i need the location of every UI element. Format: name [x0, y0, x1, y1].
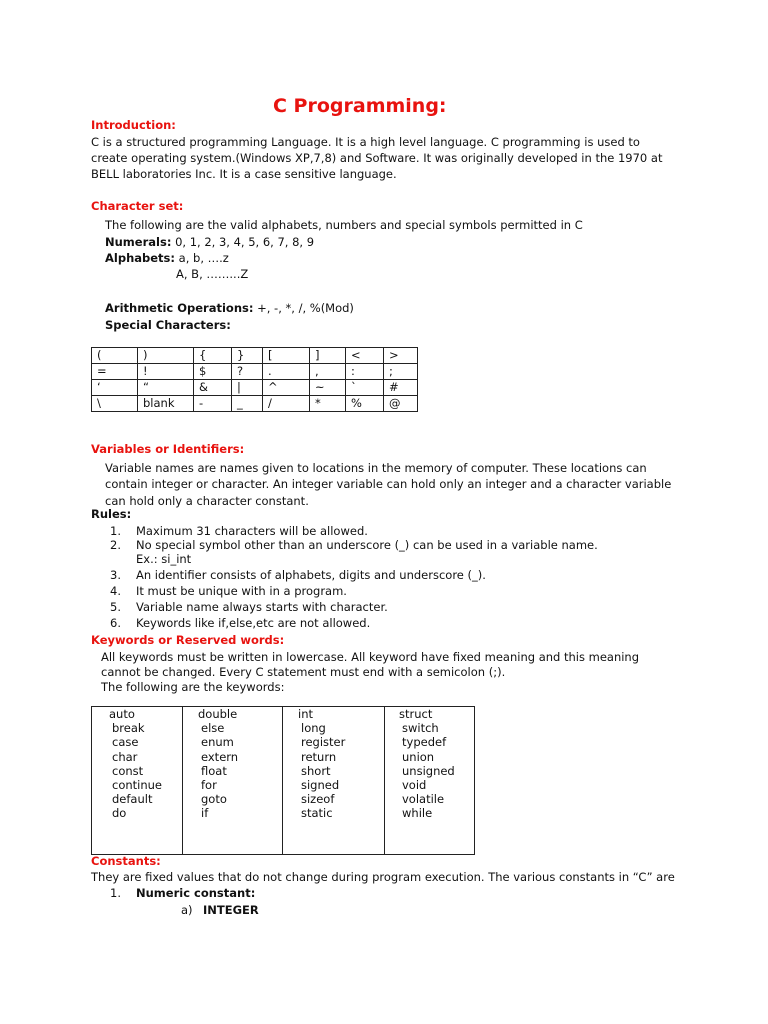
keyword: const — [112, 763, 144, 778]
table-cell: # — [384, 380, 418, 396]
rule-text: It must be unique with in a program. — [136, 584, 347, 598]
table-cell: ; — [384, 364, 418, 380]
keyword: void — [402, 778, 427, 793]
keyword: continue — [112, 778, 163, 793]
table-cell: $ — [194, 364, 232, 380]
keyword: return — [301, 749, 337, 764]
keywords-heading: Keywords or Reserved words: — [91, 633, 285, 647]
rule-text: An identifier consists of alphabets, digits and underscore (_). — [136, 568, 486, 582]
list-item — [110, 615, 598, 631]
rule-number: 1. — [110, 524, 121, 538]
rule-number: 4. — [110, 584, 121, 598]
keyword: union — [402, 749, 435, 764]
alphabets-value: a, b, ….z — [175, 251, 229, 265]
table-cell: ) — [138, 348, 194, 364]
table-cell: } — [232, 348, 263, 364]
integer-label: INTEGER — [203, 903, 259, 917]
arithmetic-label: Arithmetic Operations: — [105, 301, 254, 315]
list-item — [110, 523, 598, 539]
table-cell: / — [263, 396, 310, 412]
table-cell: ` — [346, 380, 384, 396]
table-row — [92, 396, 418, 412]
alphabets-line — [105, 250, 229, 266]
rule-number: 2. — [110, 538, 121, 552]
table-cell: “ — [138, 380, 194, 396]
keyword: goto — [201, 792, 227, 807]
variables-line: can hold only a character constant. — [105, 494, 309, 508]
keyword: while — [402, 806, 433, 821]
character-set-heading: Character set: — [91, 199, 184, 213]
table-cell: ^ — [263, 380, 310, 396]
list-item — [110, 583, 598, 599]
keyword: volatile — [402, 792, 445, 807]
special-characters-table — [91, 347, 418, 412]
numeric-constant-label: Numeric constant: — [136, 886, 256, 900]
keyword: switch — [402, 721, 439, 736]
list-item — [110, 599, 598, 615]
charset-intro-line: The following are the valid alphabets, numbers and special symbols permitted in C — [105, 218, 583, 232]
keyword: if — [201, 806, 209, 821]
column-divider — [384, 707, 385, 854]
keyword: long — [301, 721, 326, 736]
keyword: register — [301, 735, 346, 750]
keyword: struct — [399, 707, 433, 721]
keywords-column — [198, 707, 238, 821]
rule-number: 5. — [110, 600, 121, 614]
item-number: 1. — [110, 886, 121, 900]
table-cell: * — [310, 396, 346, 412]
column-divider — [182, 707, 183, 854]
table-cell: , — [310, 364, 346, 380]
variables-heading: Variables or Identifiers: — [91, 442, 245, 456]
rule-text: No special symbol other than an underscore (_) can be used in a variable name. — [136, 538, 598, 552]
rules-label: Rules: — [91, 507, 132, 521]
list-item — [110, 539, 598, 552]
integer-subitem — [181, 902, 259, 918]
keyword: auto — [109, 707, 135, 721]
rule-number: 6. — [110, 616, 121, 630]
subitem-letter: a) — [181, 903, 193, 917]
keyword: signed — [301, 778, 340, 793]
table-cell: @ — [384, 396, 418, 412]
table-cell: = — [92, 364, 138, 380]
table-row — [92, 348, 418, 364]
keyword: double — [198, 707, 238, 721]
table-cell: < — [346, 348, 384, 364]
keywords-table — [91, 706, 475, 855]
table-cell: | — [232, 380, 263, 396]
table-cell: { — [194, 348, 232, 364]
table-cell: ‘ — [92, 380, 138, 396]
rule-text: Keywords like if,else,etc are not allowed. — [136, 616, 371, 630]
rule-text: Maximum 31 characters will be allowed. — [136, 524, 368, 538]
numerals-line — [105, 234, 314, 250]
rule-example: Ex.: si_int — [136, 552, 192, 566]
table-cell: % — [346, 396, 384, 412]
keyword: enum — [201, 735, 234, 750]
list-item — [110, 567, 598, 583]
keyword: float — [201, 763, 227, 778]
keyword: extern — [201, 749, 239, 764]
alphabets-upper: A, B, ……...Z — [176, 267, 249, 281]
keyword: unsigned — [402, 763, 455, 778]
keyword: for — [201, 778, 217, 793]
table-cell: : — [346, 364, 384, 380]
keywords-line: The following are the keywords: — [101, 680, 285, 694]
introduction-heading: Introduction: — [91, 118, 176, 132]
arithmetic-value: +, -, *, /, %(Mod) — [253, 301, 354, 315]
table-cell: _ — [232, 396, 263, 412]
constants-heading: Constants: — [91, 854, 161, 868]
table-cell: ] — [310, 348, 346, 364]
page-title: C Programming: — [273, 95, 447, 117]
numerals-value: 0, 1, 2, 3, 4, 5, 6, 7, 8, 9 — [171, 235, 315, 249]
constants-line: They are fixed values that do not change during program execution. The various constants in “C” are — [91, 870, 675, 884]
table-cell: \ — [92, 396, 138, 412]
keyword: default — [112, 792, 153, 807]
alphabets-label: Alphabets: — [105, 251, 175, 265]
special-characters-label: Special Characters: — [105, 318, 231, 332]
variables-line: contain integer or character. An integer variable can hold only an integer and a character variable — [105, 477, 672, 491]
numerals-label: Numerals: — [105, 235, 172, 249]
table-row — [92, 380, 418, 396]
rule-number: 3. — [110, 568, 121, 582]
table-cell: ( — [92, 348, 138, 364]
table-cell: blank — [138, 396, 194, 412]
table-cell: & — [194, 380, 232, 396]
keyword: break — [112, 721, 145, 736]
keyword: else — [201, 721, 225, 736]
rules-list — [110, 523, 598, 631]
table-row — [92, 364, 418, 380]
table-cell: - — [194, 396, 232, 412]
keyword: sizeof — [301, 792, 335, 807]
keywords-column — [399, 707, 455, 821]
table-cell: ? — [232, 364, 263, 380]
keyword: char — [112, 749, 138, 764]
table-cell: [ — [263, 348, 310, 364]
arithmetic-line — [105, 300, 354, 316]
numeric-constant-item — [110, 885, 255, 901]
keywords-line: cannot be changed. Every C statement must end with a semicolon (;). — [101, 665, 506, 679]
keywords-column — [298, 707, 345, 821]
keyword: static — [301, 806, 333, 821]
intro-line: C is a structured programming Language. It is a high level language. C programming is used to — [91, 135, 640, 149]
keyword: typedef — [402, 735, 447, 750]
table-cell: > — [384, 348, 418, 364]
table-cell: ! — [138, 364, 194, 380]
keywords-line: All keywords must be written in lowercase. All keyword have fixed meaning and this meaning — [101, 650, 640, 664]
keywords-column — [109, 707, 162, 821]
keyword: short — [301, 763, 331, 778]
column-divider — [282, 707, 283, 854]
keyword: case — [112, 735, 139, 750]
table-cell: ~ — [310, 380, 346, 396]
list-item — [110, 552, 598, 567]
variables-line: Variable names are names given to locations in the memory of computer. These locations can — [105, 461, 647, 475]
intro-line: BELL laboratories Inc. It is a case sensitive language. — [91, 167, 397, 181]
rule-text: Variable name always starts with character. — [136, 600, 388, 614]
keyword: int — [298, 707, 313, 721]
keyword: do — [112, 806, 127, 821]
table-cell: . — [263, 364, 310, 380]
intro-line: create operating system.(Windows XP,7,8) and Software. It was originally developed in the 1970 at — [91, 151, 663, 165]
